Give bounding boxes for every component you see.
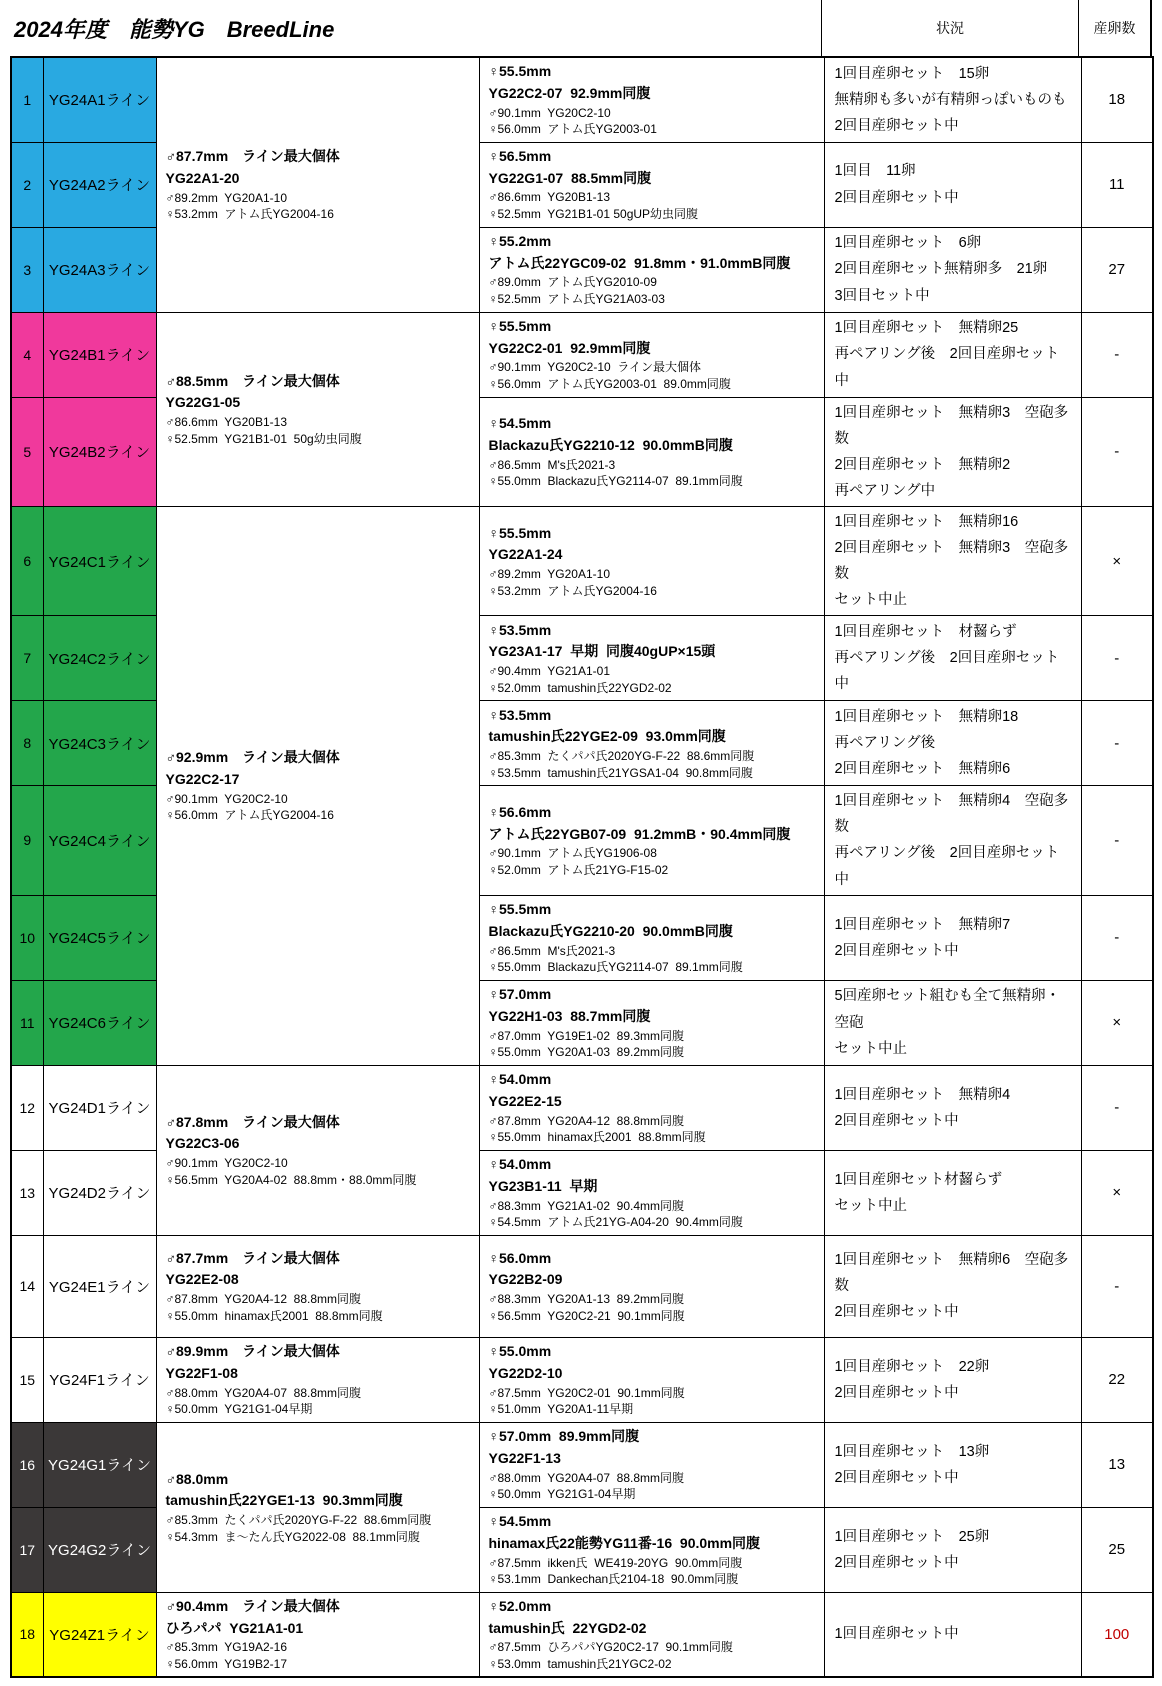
table-row	[11, 1235, 1153, 1337]
female-parent-cell: ♀52.0mm tamushin氏 22YGD2-02 ♂87.5mm ひろパパYG20C2-17 90.1mm同腹 ♀53.0mm tamushin氏21YGC2-02	[479, 1592, 824, 1677]
female-parent-cell: ♀56.5mm YG22G1-07 88.5mm同腹 ♂86.6mm YG20B1-13 ♀52.5mm YG21B1-01 50gUP幼虫同腹	[479, 142, 824, 227]
male-parent-cell: ♂92.9mm ライン最大個体 YG22C2-17 ♂90.1mm YG20C2-10 ♀56.0mm アトム氏YG2004-16	[156, 506, 479, 1065]
male-parent-cell: ♂87.7mm ライン最大個体 YG22A1-20 ♂89.2mm YG20A1-10 ♀53.2mm アトム氏YG2004-16	[156, 57, 479, 312]
male-parent-cell: ♂88.0mm tamushin氏22YGE1-13 90.3mm同腹 ♂85.3mm たくパパ氏2020YG-F-22 88.6mm同腹 ♀54.3mm ま〜たん氏YG2022-08 88.1mm同腹	[156, 1422, 479, 1592]
status-cell: 1回目産卵セット 材齧らず 再ペアリング後 2回目産卵セット中	[824, 616, 1081, 701]
status-cell: 1回目産卵セット 13卵 2回目産卵セット中	[824, 1422, 1081, 1507]
row-number-cell: 2	[11, 142, 43, 227]
female-parent-cell: ♀56.0mm YG22B2-09 ♂88.3mm YG20A1-13 89.2mm同腹 ♀56.5mm YG20C2-21 90.1mm同腹	[479, 1235, 824, 1337]
row-number-cell: 4	[11, 312, 43, 397]
status-cell: 1回目産卵セット 無精卵4 空砲多数 再ペアリング後 2回目産卵セット中	[824, 786, 1081, 895]
status-cell: 1回目産卵セット 無精卵25 再ペアリング後 2回目産卵セット中	[824, 312, 1081, 397]
female-parent-cell: ♀53.5mm tamushin氏22YGE2-09 93.0mm同腹 ♂85.3mm たくパパ氏2020YG-F-22 88.6mm同腹 ♀53.5mm tamushin氏21YGSA1-04 90.8mm同腹	[479, 701, 824, 786]
egg-count-cell: -	[1081, 786, 1153, 895]
egg-count-cell: -	[1081, 701, 1153, 786]
line-name-cell: YG24C3ライン	[43, 701, 156, 786]
row-number-cell: 15	[11, 1337, 43, 1422]
line-name-cell: YG24D1ライン	[43, 1065, 156, 1150]
line-name-cell: YG24B1ライン	[43, 312, 156, 397]
table-row	[11, 312, 1153, 397]
egg-count-cell: -	[1081, 312, 1153, 397]
status-cell: 1回目産卵セット 無精卵16 2回目産卵セット 無精卵3 空砲多数 セット中止	[824, 506, 1081, 615]
row-number-cell: 13	[11, 1150, 43, 1235]
female-parent-cell: ♀55.5mm YG22A1-24 ♂89.2mm YG20A1-10 ♀53.2mm アトム氏YG2004-16	[479, 506, 824, 615]
egg-count-cell: -	[1081, 616, 1153, 701]
female-parent-cell: ♀56.6mm アトム氏22YGB07-09 91.2mmB・90.4mm同腹 ♂90.1mm アトム氏YG1906-08 ♀52.0mm アトム氏21YG-F15-02	[479, 786, 824, 895]
female-parent-cell: ♀55.2mm アトム氏22YGC09-02 91.8mm・91.0mmB同腹 ♂89.0mm アトム氏YG2010-09 ♀52.5mm アトム氏YG21A03-03	[479, 227, 824, 312]
female-parent-cell: ♀55.5mm YG22C2-07 92.9mm同腹 ♂90.1mm YG20C2-10 ♀56.0mm アトム氏YG2003-01	[479, 57, 824, 142]
line-name-cell: YG24D2ライン	[43, 1150, 156, 1235]
line-name-cell: YG24B2ライン	[43, 397, 156, 506]
status-column-header: 状況	[821, 0, 1078, 56]
line-name-cell: YG24G2ライン	[43, 1507, 156, 1592]
female-parent-cell: ♀57.0mm YG22H1-03 88.7mm同腹 ♂87.0mm YG19E1-02 89.3mm同腹 ♀55.0mm YG20A1-03 89.2mm同腹	[479, 980, 824, 1065]
line-name-cell: YG24C5ライン	[43, 895, 156, 980]
egg-count-cell: ×	[1081, 1150, 1153, 1235]
female-parent-cell: ♀54.0mm YG22E2-15 ♂87.8mm YG20A4-12 88.8mm同腹 ♀55.0mm hinamax氏2001 88.8mm同腹	[479, 1065, 824, 1150]
table-row	[11, 1422, 1153, 1507]
line-name-cell: YG24C6ライン	[43, 980, 156, 1065]
female-parent-cell: ♀54.5mm hinamax氏22能勢YG11番-16 90.0mm同腹 ♂87.5mm ikken氏 WE419-20YG 90.0mm同腹 ♀53.1mm Dankechan氏2104-18 90.0mm同腹	[479, 1507, 824, 1592]
egg-count-cell: ×	[1081, 980, 1153, 1065]
breedline-table	[10, 56, 1154, 1678]
female-parent-cell: ♀55.5mm Blackazu氏YG2210-20 90.0mmB同腹 ♂86.5mm M's氏2021-3 ♀55.0mm Blackazu氏YG2114-07 89.1mm同腹	[479, 895, 824, 980]
table-row	[11, 1065, 1153, 1150]
row-number-cell: 3	[11, 227, 43, 312]
page-title: 2024年度 能勢YG BreedLine	[14, 16, 335, 42]
row-number-cell: 12	[11, 1065, 43, 1150]
row-number-cell: 17	[11, 1507, 43, 1592]
male-parent-cell: ♂90.4mm ライン最大個体 ひろパパ YG21A1-01 ♂85.3mm YG19A2-16 ♀56.0mm YG19B2-17	[156, 1592, 479, 1677]
status-cell: 1回目産卵セット 15卵 無精卵も多いが有精卵っぽいものも 2回目産卵セット中	[824, 57, 1081, 142]
egg-count-cell: 11	[1081, 142, 1153, 227]
egg-count-cell: 27	[1081, 227, 1153, 312]
row-number-cell: 5	[11, 397, 43, 506]
male-parent-cell: ♂88.5mm ライン最大個体 YG22G1-05 ♂86.6mm YG20B1-13 ♀52.5mm YG21B1-01 50g幼虫同腹	[156, 312, 479, 506]
line-name-cell: YG24A3ライン	[43, 227, 156, 312]
line-name-cell: YG24Z1ライン	[43, 1592, 156, 1677]
egg-count-cell: ×	[1081, 506, 1153, 615]
row-number-cell: 1	[11, 57, 43, 142]
line-name-cell: YG24A2ライン	[43, 142, 156, 227]
egg-count-cell: -	[1081, 1235, 1153, 1337]
status-cell: 1回目産卵セット 無精卵6 空砲多数 2回目産卵セット中	[824, 1235, 1081, 1337]
row-number-cell: 6	[11, 506, 43, 615]
row-number-cell: 16	[11, 1422, 43, 1507]
line-name-cell: YG24C1ライン	[43, 506, 156, 615]
row-number-cell: 8	[11, 701, 43, 786]
table-row	[11, 1337, 1153, 1422]
status-cell: 1回目産卵セット 無精卵3 空砲多数 2回目産卵セット 無精卵2 再ペアリング中	[824, 397, 1081, 506]
row-number-cell: 14	[11, 1235, 43, 1337]
egg-count-cell: 100	[1081, 1592, 1153, 1677]
female-parent-cell: ♀54.5mm Blackazu氏YG2210-12 90.0mmB同腹 ♂86.5mm M's氏2021-3 ♀55.0mm Blackazu氏YG2114-07 89.1mm同腹	[479, 397, 824, 506]
female-parent-cell: ♀57.0mm 89.9mm同腹 YG22F1-13 ♂88.0mm YG20A4-07 88.8mm同腹 ♀50.0mm YG21G1-04早期	[479, 1422, 824, 1507]
egg-count-cell: 22	[1081, 1337, 1153, 1422]
row-number-cell: 10	[11, 895, 43, 980]
egg-count-column-header: 産卵数	[1078, 0, 1152, 56]
female-parent-cell: ♀54.0mm YG23B1-11 早期 ♂88.3mm YG21A1-02 90.4mm同腹 ♀54.5mm アトム氏21YG-A04-20 90.4mm同腹	[479, 1150, 824, 1235]
line-name-cell: YG24F1ライン	[43, 1337, 156, 1422]
status-cell: 1回目産卵セット中	[824, 1592, 1081, 1677]
status-cell: 1回目産卵セット 22卵 2回目産卵セット中	[824, 1337, 1081, 1422]
table-row	[11, 506, 1153, 615]
male-parent-cell: ♂87.7mm ライン最大個体 YG22E2-08 ♂87.8mm YG20A4-12 88.8mm同腹 ♀55.0mm hinamax氏2001 88.8mm同腹	[156, 1235, 479, 1337]
egg-count-cell: 25	[1081, 1507, 1153, 1592]
egg-count-cell: 13	[1081, 1422, 1153, 1507]
row-number-cell: 11	[11, 980, 43, 1065]
status-cell: 5回産卵セット組むも全て無精卵・空砲 セット中止	[824, 980, 1081, 1065]
row-number-cell: 7	[11, 616, 43, 701]
status-cell: 1回目産卵セット 無精卵4 2回目産卵セット中	[824, 1065, 1081, 1150]
egg-count-cell: 18	[1081, 57, 1153, 142]
status-cell: 1回目産卵セット 6卵 2回目産卵セット無精卵多 21卵 3回目セット中	[824, 227, 1081, 312]
line-name-cell: YG24A1ライン	[43, 57, 156, 142]
sheet-header	[10, 0, 1156, 56]
line-name-cell: YG24C4ライン	[43, 786, 156, 895]
female-parent-cell: ♀55.0mm YG22D2-10 ♂87.5mm YG20C2-01 90.1mm同腹 ♀51.0mm YG20A1-11早期	[479, 1337, 824, 1422]
table-row	[11, 1592, 1153, 1677]
female-parent-cell: ♀55.5mm YG22C2-01 92.9mm同腹 ♂90.1mm YG20C2-10 ライン最大個体 ♀56.0mm アトム氏YG2003-01 89.0mm同腹	[479, 312, 824, 397]
male-parent-cell: ♂89.9mm ライン最大個体 YG22F1-08 ♂88.0mm YG20A4-07 88.8mm同腹 ♀50.0mm YG21G1-04早期	[156, 1337, 479, 1422]
line-name-cell: YG24G1ライン	[43, 1422, 156, 1507]
status-cell: 1回目産卵セット 25卵 2回目産卵セット中	[824, 1507, 1081, 1592]
status-cell: 1回目 11卵 2回目産卵セット中	[824, 142, 1081, 227]
line-name-cell: YG24E1ライン	[43, 1235, 156, 1337]
row-number-cell: 18	[11, 1592, 43, 1677]
row-number-cell: 9	[11, 786, 43, 895]
egg-count-cell: -	[1081, 397, 1153, 506]
status-cell: 1回目産卵セット 無精卵7 2回目産卵セット中	[824, 895, 1081, 980]
line-name-cell: YG24C2ライン	[43, 616, 156, 701]
status-cell: 1回目産卵セット材齧らず セット中止	[824, 1150, 1081, 1235]
egg-count-cell: -	[1081, 1065, 1153, 1150]
male-parent-cell: ♂87.8mm ライン最大個体 YG22C3-06 ♂90.1mm YG20C2-10 ♀56.5mm YG20A4-02 88.8mm・88.0mm同腹	[156, 1065, 479, 1235]
female-parent-cell: ♀53.5mm YG23A1-17 早期 同腹40gUP×15頭 ♂90.4mm YG21A1-01 ♀52.0mm tamushin氏22YGD2-02	[479, 616, 824, 701]
egg-count-cell: -	[1081, 895, 1153, 980]
table-row	[11, 57, 1153, 142]
status-cell: 1回目産卵セット 無精卵18 再ペアリング後 2回目産卵セット 無精卵6	[824, 701, 1081, 786]
